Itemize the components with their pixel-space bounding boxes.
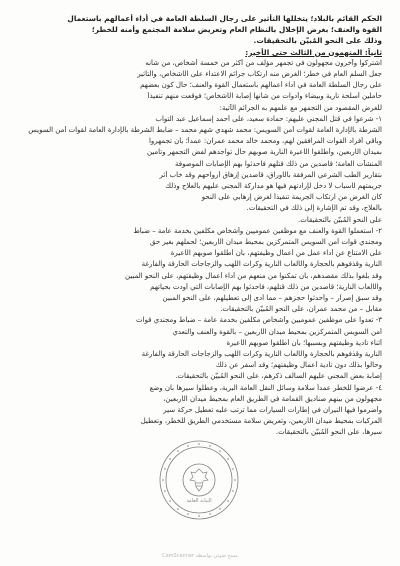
text-line: اشتركوا وآخرون مجهولون في تجمهر مؤلف من أكثر من خمسة أشخاص، من شأنه — [145, 58, 382, 67]
text-line: على رجال السلطة العامة في أداء أعمالهم باستعمال القوة والعنف؛ حال كون بعضهم — [140, 81, 382, 90]
text-line: ١- شرعوا في قتل المجني عليهم: حمادة سعيد، على أحمد إسماعيل عبد التواب — [155, 114, 382, 123]
text-line: القوة والعنف؛ بغرض الإخلال بالنظام العام وتعريض سلامة المجتمع وأمنه للخطر؛ — [91, 25, 382, 35]
text-line: وأضرموا فيها النيران في إطارات السيارات مما ترتب عليه تعطيل حركة سير — [163, 406, 382, 414]
text-line: على النحو المُبيّن بالتحقيقات. — [298, 215, 382, 224]
text-line: والألعاب النارية؛ قاصدين من ذلك قتلهم، فأحدثوا بهم الإصابات التي أودت بحياتهم — [150, 282, 382, 291]
seal-text: النيابة العامة — [186, 498, 212, 504]
text-line: بتقارير الطب الشرعي المرفقة بالأوراق، قاصدين إزهاق أرواحهم وقد خاب أثر — [159, 170, 382, 179]
text-line: كان الغرض من ارتكاب الجريمة تنفيذاً لغرض إرهابي على النحو — [201, 193, 382, 202]
text-line: ومجندي قوات أمن السويس المتمركزين بمحيط ميدان الأربعين؛ لحملهم بغير حق — [150, 238, 382, 246]
official-seal-stamp — [158, 439, 240, 521]
text-line: النارية وقذفوهم بالحجارة والألعاب النارية وكرات اللهب والزجاجات الحارقة والفارغة — [141, 350, 382, 358]
text-line: النارية وقذفوهم بالحجارة والألعاب النارية وكرات اللهب والزجاجات الحارقة والفارغة — [141, 260, 382, 269]
text-line: مجهولون من بينهم صناديق القمامة في الطريق العام بمحيط ميدان الأربعين، — [163, 394, 382, 403]
text-line: المركبات بمحيط ميدان الأربعين، وتعريض سلامة مستخدمي الطريق للخطر، وتعطيل — [140, 417, 382, 426]
text-line: وذلك على النحو المُبيّن بالتحقيقات. — [253, 36, 382, 46]
text-line: وقد سبق إصرار – وأحدثوا حجزهم – مما أدى إلى تعطيلهم، على النحو المبين — [162, 294, 382, 302]
text-line: جريمتهم لأسباب لا دخل لإرادتهم فيها هو مداركة المجني عليهم بالعلاج وذلك — [165, 182, 382, 190]
text-line: بالعلاج، وقد تم الإشارة إلى ذلك في التحقيقات. — [246, 204, 382, 213]
text-line: وباقي أفراد القوات المرافقين لهم، ومحمد خالد محمد عمران: عمداً؛ بأن تجمهروا — [148, 137, 382, 146]
text-line: وحالوا بذلك دون تأدية أعمال وظيفتهم؛ وقد أسفر عن ذلك — [215, 361, 382, 370]
text-line: الحكم القائم بالبلاد؛ يتخللها التأثير على رجال السلطة العامة في أداء أعمالهم باستعمال — [67, 14, 382, 23]
text-line: أمن السويس المتمركزين بمحيط ميدان الأربعين – بالقوة والعنف والتعدي — [172, 327, 382, 336]
text-line: ٤- عرضوا للخطر عمداً سلامة وسائل النقل العامة البرية، وعطلوا سيرها بأن وضع — [149, 383, 382, 392]
text-line: على الامتناع عن أداء عمل من أعمال وظيفتهم، بأن أطلقوا صوبهم الأعيرة — [170, 249, 382, 258]
text-line: للغرض المقصود من التجمهر مع علمهم به الجرائم الآتية: — [219, 103, 382, 112]
text-line: أثناء تأدية وظيفتهم وبسببها؛ بأن أطلقوا صوبهم الأعيرة — [226, 338, 382, 347]
text-line: بميدان الأربعين، وأطلقوا الأعيرة النارية صوبهم حال تواجدهم لفض التجمهر وتأمين — [146, 148, 382, 157]
text-line: ٢- استعملوا القوة والعنف مع موظفين عموميين وأشخاص مكلفين بخدمة عامة – ضباط — [133, 226, 382, 235]
text-line: المنشآت العامة؛ قاصدين من ذلك قتلهم فأحدثوا بهم الإصابات الموصوفة — [175, 159, 382, 168]
text-line: جعل السلم العام في خطر؛ الغرض منه ارتكاب جرائم الاعتداء على الأشخاص، والتأثير — [137, 70, 382, 78]
scanner-watermark: CamScanner مسح ضوئي بواسطة — [162, 553, 238, 559]
text-line: سيرها، على النحو المُبيّن بالتحقيقات. — [275, 428, 382, 437]
text-line: إصابة بعض المجني عليهم السالف ذكرهم، على النحو المُبيّن بالتحقيقات. — [175, 372, 382, 381]
text-line: وقد بلغوا بذلك مقصدهم، بأن تمكنوا من منعهم من أداء أعمال وظيفتهم، على النحو المبين — [125, 271, 382, 280]
eagle-emblem-icon — [190, 469, 208, 491]
text-line: ثانياً: المتهمون من الثالث حتى الأخير: — [245, 47, 382, 57]
text-line: الشرطة بالإدارة العامة لقوات أمن السويس: محمد شهدي شهم محمد – ضابط الشرطة بالإدارة العامة لقوات أمن السويس — [28, 126, 382, 134]
text-line: مقابل – من محمد عمران، على النحو المُبيّن بالتحقيقات. — [220, 305, 382, 314]
text-line: حاملين أسلحة نارية وبيضاء وأدوات من شأنها إصابة الأشخاص؛ فوقعت منهم تنفيذاً — [147, 92, 382, 101]
text-line: ٣- تعدوا على موظفين عموميين وأشخاص مكلفين بخدمة عامة – ضباط ومجندي قوات — [136, 316, 382, 325]
